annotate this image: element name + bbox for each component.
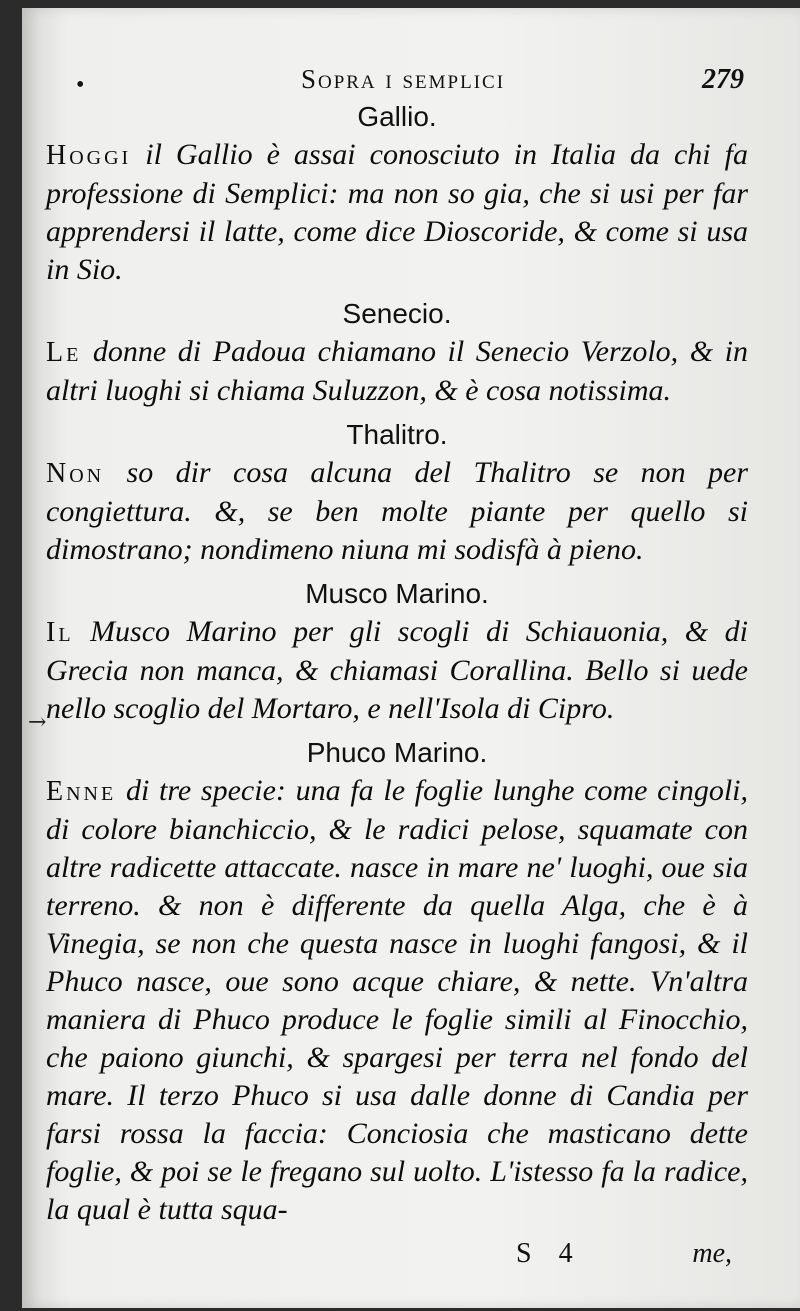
section-paragraph-gallio — [46, 136, 748, 289]
paragraph-text: di tre specie: una fa le foglie lunghe come cingoli, di colore bianchiccio, & le radici pelose, squamate con altre radicette attaccate. nasce in mare ne' luoghi, oue sia terreno. & non è differente da quella Alga, che è à Vinegia, se non che questa nasce in luoghi fangosi, & il Phuco nasce, oue sono acque chiare, & nette. Vn'altra maniera di Phuco produce le foglie simili al Finocchio, che paiono giunchi, & spargesi per terra nel fondo del mare. Il terzo Phuco si usa dalle donne di Candia per farsi rossa la faccia: Conciosia che masticano dette foglie, & poi se le fregano sul uolto. L'istesso fa la radice, la qual è tutta squa- — [46, 774, 748, 1226]
paragraph-text: donne di Padoua chiamano il Senecio Verzolo, & in altri luoghi si chiama Suluzzon, & è cosa notissima. — [46, 335, 748, 407]
paragraph-text: il Gallio è assai conosciuto in Italia da chi fa professione di Semplici: ma non so gia, che si usi per far apprendersi il latte, come dice Dioscoride, & come si usa in Sio. — [46, 138, 748, 286]
lead-word: Il — [46, 617, 74, 648]
catchword: me, — [692, 1238, 732, 1269]
paragraph-text: Musco Marino per gli scogli di Schiauonia, & di Grecia non manca, & chiamasi Corallina. Bello si uede nello scoglio del Mortaro, e nell'Isola di Cipro. — [46, 615, 748, 725]
lead-word: Hoggi — [46, 140, 132, 171]
section-paragraph-phuco-marino — [46, 772, 748, 1229]
section-paragraph-senecio — [46, 333, 748, 410]
page-number: 279 — [702, 64, 744, 95]
page-footer — [46, 1238, 748, 1278]
section-heading-gallio: Gallio. — [357, 101, 437, 132]
section-paragraph-thalitro — [46, 454, 748, 569]
section-paragraph-musco-marino — [46, 613, 748, 728]
section-heading-musco-marino: Musco Marino. — [305, 578, 489, 609]
section-heading-senecio: Senecio. — [342, 298, 452, 329]
section-heading-thalitro: Thalitro. — [346, 419, 448, 450]
lead-word: Le — [46, 337, 82, 368]
signature-mark: S 4 — [516, 1238, 583, 1269]
head-ornament: • — [76, 72, 85, 98]
lead-word: Non — [46, 458, 105, 489]
section-heading-phuco-marino: Phuco Marino. — [306, 737, 488, 768]
paragraph-text: so dir cosa alcuna del Thalitro se non per congiettura. &, se ben molte piante per quello si dimostrano; nondimeno niuna mi sodisfà à pieno. — [46, 456, 748, 566]
margin-pointer-icon: → — [28, 710, 47, 735]
lead-word: Enne — [46, 776, 117, 807]
book-page — [22, 8, 800, 1308]
body-text — [46, 98, 748, 1235]
running-head-title: Sopra i semplici — [300, 64, 506, 94]
